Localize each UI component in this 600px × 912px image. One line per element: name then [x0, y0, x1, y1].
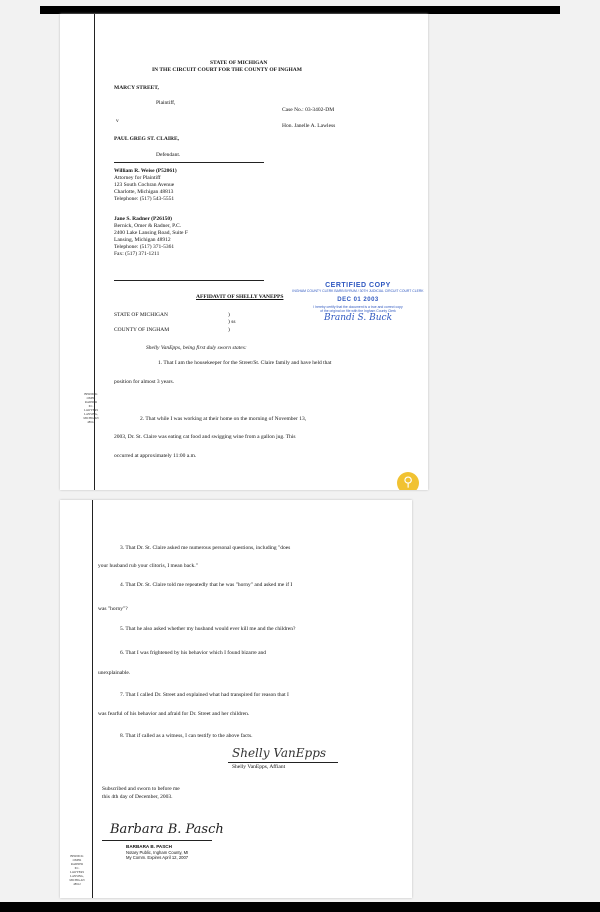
para5-line1: 5. That he also asked whether my husband would ever kill me and the children? [120, 626, 296, 632]
stamp-text: I hereby certify that the document is a true and correct copy of the original on file with the Ingham County Clerk [313, 305, 403, 313]
para6-line2: unexplainable. [98, 670, 131, 676]
stamp-signature: Brandi S. Buck [323, 313, 393, 323]
affiant-signature-line [228, 762, 338, 763]
attorney-rule [114, 280, 264, 281]
defendant-role: Defendant. [156, 152, 181, 158]
notary-signature-line [102, 840, 212, 841]
venue-state: STATE OF MICHIGAN [114, 312, 168, 318]
affiant-label: Shelly VanEpps, Affiant [232, 764, 286, 770]
affidavit-intro: Shelly VanEpps, being first duly sworn states: [146, 345, 247, 351]
attorney-block-2: Jane S. Radner (P26150) Bernick, Omer & Radner, P.C. 2400 Lake Lansing Road, Suite F Lansing, Michigan 48912 Telephone: (517) 371-5361 Fax: (517) 371-1211 [114, 216, 188, 257]
notary-signature: Barbara B. Pasch [110, 822, 224, 837]
notary-block: BARBARA B. PASCH Notary Public, Ingham County, MI My Comm. Expires April 12, 2007 [126, 844, 189, 860]
venue-paren: ) [228, 312, 230, 318]
court-header-line1: STATE OF MICHIGAN [210, 60, 268, 66]
para1-line1: 1. That I am the housekeeper for the Street/St. Claire family and have held that [158, 360, 332, 366]
venue-county: COUNTY OF INGHAM [114, 327, 170, 333]
plaintiff-name: MARCY STREET, [114, 85, 159, 91]
para2-line2: 2003, Dr. St. Claire was eating cat food and swigging wine from a gallon jug. This [114, 434, 296, 440]
affidavit-page-1 [60, 14, 428, 490]
affiant-signature: Shelly VanEpps [232, 746, 327, 760]
para7-line1: 7. That I called Dr. Street and explained what had transpired for reason that I [120, 692, 289, 698]
venue-paren2: ) [228, 327, 230, 333]
stamp-title: CERTIFIED COPY [325, 282, 391, 289]
para8-line1: 8. That if called as a witness, I can testify to the above facts. [120, 733, 253, 739]
venue-ss: ) ss [228, 319, 236, 325]
para4-line2: was "horny"? [98, 606, 128, 612]
plaintiff-role: Plaintiff, [156, 100, 176, 106]
affidavit-title: AFFIDAVIT OF SHELLY VANEPPS [196, 294, 284, 300]
case-number: Case No.: 03-3402-DM [282, 107, 335, 113]
para2-line3: occurred at approximately 11:00 a.m. [114, 453, 197, 459]
subscribed-line1: Subscribed and sworn to before me [102, 786, 180, 792]
para3-line1: 3. That Dr. St. Claire asked me numerous personal questions, including "does [120, 545, 291, 551]
top-bar [40, 6, 560, 14]
court-header-line2: IN THE CIRCUIT COURT FOR THE COUNTY OF INGHAM [152, 67, 302, 73]
defendant-name: PAUL GREG ST. CLAIRE, [114, 136, 180, 142]
firm-sidebar-2: BERNICK OMER RADNER P.C. LAWYERS LANSING, MICHIGAN 48912 [69, 854, 85, 886]
attorney-block-1: William R. Weise (P52061) Attorney for Plaintiff 123 South Cochran Avenue Charlotte, Michigan 48813 Telephone: (517) 543-5551 [114, 168, 177, 202]
versus: v [116, 118, 119, 124]
para6-line1: 6. That I was frightened by his behavior which I found bizarre and [120, 650, 267, 656]
para4-line1: 4. That Dr. St. Claire told me repeatedly that he was "horny" and asked me if I [120, 582, 293, 588]
affidavit-page-2 [60, 500, 412, 898]
caption-rule [114, 162, 264, 163]
stamp-date: DEC 01 2003 [337, 297, 379, 303]
bottom-bar [0, 902, 600, 912]
para3-line2: your husband rub your clitoris, I mean back." [98, 563, 198, 569]
firm-sidebar-1: BERNICK OMER RADNER P.C. LAWYERS LANSING, MICHIGAN 48912 [83, 392, 99, 424]
subscribed-line2: this 4th day of December, 2003. [102, 794, 173, 800]
judge-name: Hon. Janelle A. Lawless [282, 123, 336, 129]
para1-line2: position for almost 3 years. [114, 379, 175, 385]
left-margin-line [92, 500, 93, 898]
para7-line2: was fearful of his behavior and afraid for Dr. Street and her children. [98, 711, 250, 717]
pin-icon[interactable]: ⚲ [397, 472, 419, 490]
para2-line1: 2. That while I was working at their home on the morning of November 13, [140, 416, 307, 422]
stamp-subtitle: INGHAM COUNTY CLERK BARB BYRUM / 30TH JUDICIAL CIRCUIT COURT CLERK [292, 289, 424, 293]
certified-copy-stamp [292, 282, 424, 323]
